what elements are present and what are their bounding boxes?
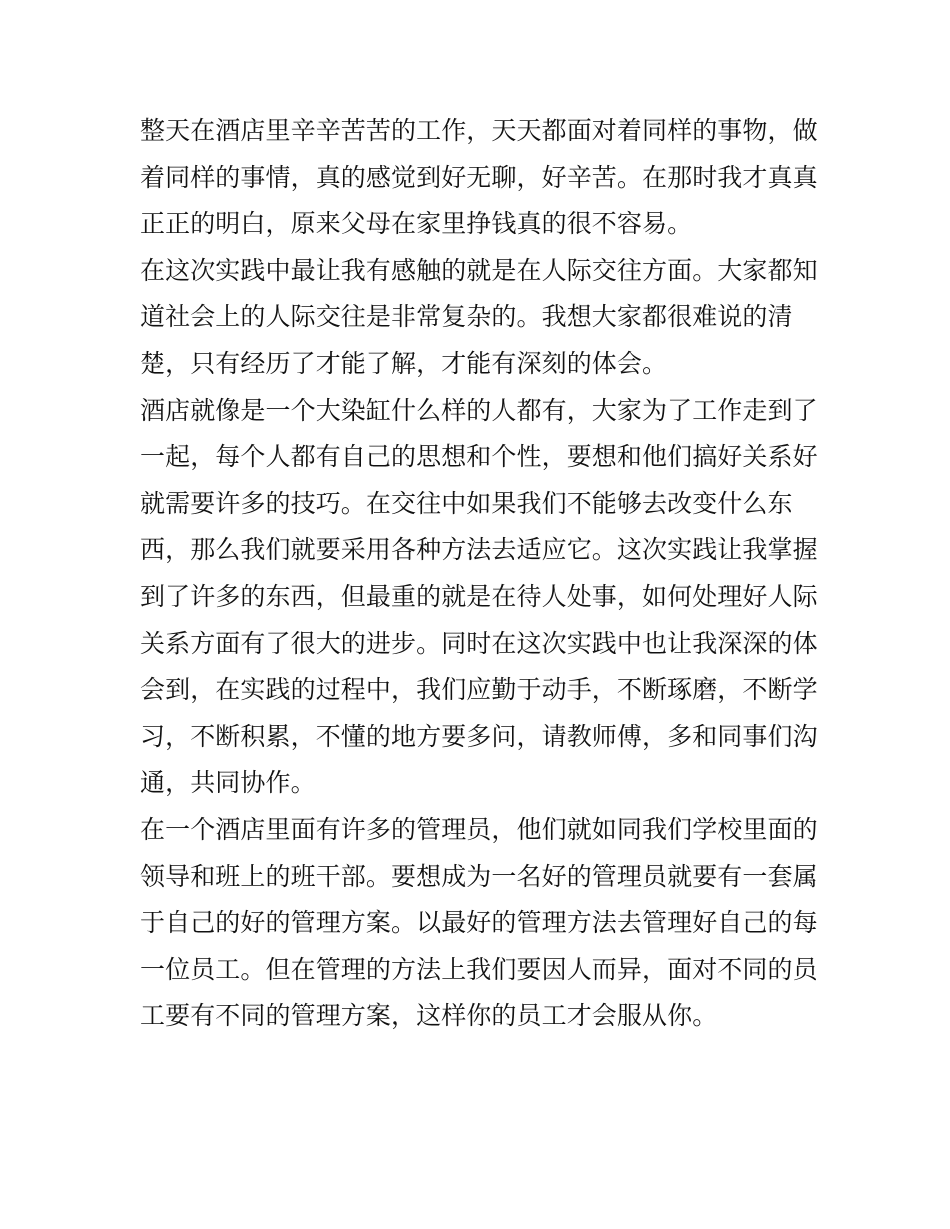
text-line: 楚，只有经历了才能了解，才能有深刻的体会。 [140, 348, 668, 378]
text-line: 于自己的好的管理方案。以最好的管理方法去管理好自己的每 [140, 908, 818, 938]
text-line: 关系方面有了很大的进步。同时在这次实践中也让我深深的体 [140, 628, 818, 658]
text-line: 就需要许多的技巧。在交往中如果我们不能够去改变什么东 [140, 488, 793, 518]
text-line: 正正的明白，原来父母在家里挣钱真的很不容易。 [140, 209, 693, 239]
body-text [140, 108, 818, 1040]
text-line: 一起，每个人都有自己的思想和个性，要想和他们搞好关系好 [140, 442, 818, 472]
text-line: 酒店就像是一个大染缸什么样的人都有，大家为了工作走到了 [140, 395, 818, 425]
text-line: 到了许多的东西，但最重的就是在待人处事，如何处理好人际 [140, 581, 818, 611]
text-line: 一位员工。但在管理的方法上我们要因人而异，面对不同的员 [140, 954, 818, 984]
text-line: 习，不断积累，不懂的地方要多问，请教师傅，多和同事们沟 [140, 721, 818, 751]
text-line: 通，共同协作。 [140, 768, 316, 798]
text-line: 在这次实践中最让我有感触的就是在人际交往方面。大家都知 [140, 255, 818, 285]
text-line: 整天在酒店里辛辛苦苦的工作，天天都面对着同样的事物，做 [140, 116, 818, 145]
text-line: 会到，在实践的过程中，我们应勤于动手，不断琢磨，不断学 [140, 675, 818, 705]
text-line: 领导和班上的班干部。要想成为一名好的管理员就要有一套属 [140, 861, 818, 891]
text-line: 工要有不同的管理方案，这样你的员工才会服从你。 [140, 1001, 718, 1031]
text-line: 道社会上的人际交往是非常复杂的。我想大家都很难说的清 [140, 302, 793, 332]
text-line: 西，那么我们就要采用各种方法去适应它。这次实践让我掌握 [140, 535, 818, 565]
text-line: 在一个酒店里面有许多的管理员，他们就如同我们学校里面的 [140, 814, 818, 844]
text-line: 着同样的事情，真的感觉到好无聊，好辛苦。在那时我才真真 [140, 162, 818, 192]
